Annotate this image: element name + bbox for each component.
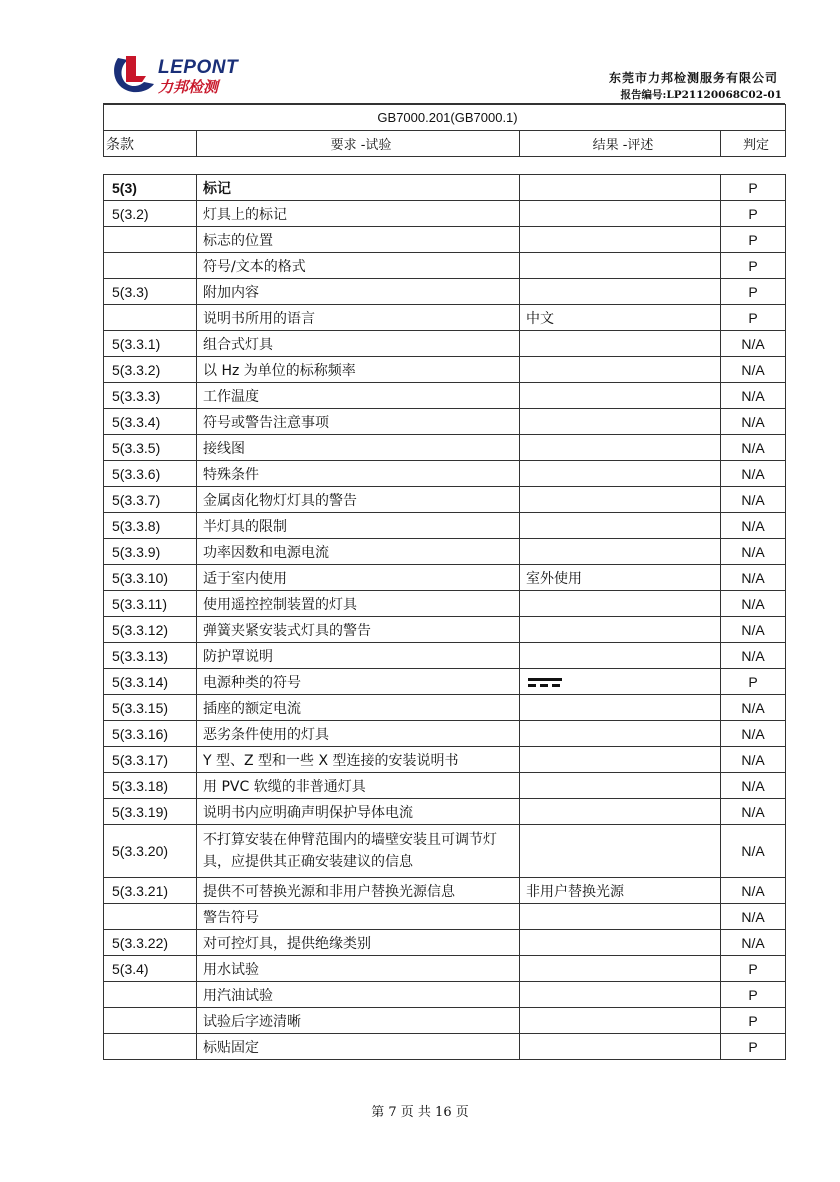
- verdict-cell: N/A: [721, 539, 786, 565]
- requirement-cell: 以 Hz 为单位的标称频率: [197, 357, 520, 383]
- requirement-cell: 不打算安装在伸臂范围内的墙壁安装且可调节灯具，应提供其正确安装建议的信息: [197, 825, 520, 878]
- table-row: [104, 357, 786, 383]
- requirement-cell: 适于室内使用: [197, 565, 520, 591]
- table-row: [104, 1008, 786, 1034]
- result-cell: [520, 825, 721, 878]
- standard-title: GB7000.201(GB7000.1): [104, 105, 786, 131]
- requirement-cell: 功率因数和电源电流: [197, 539, 520, 565]
- clause-cell: [104, 227, 197, 253]
- requirement-cell: 半灯具的限制: [197, 513, 520, 539]
- table-row: [104, 227, 786, 253]
- table-row: [104, 591, 786, 617]
- clause-cell: 5(3.3.2): [104, 357, 197, 383]
- clause-cell: 5(3.2): [104, 201, 197, 227]
- table-row: [104, 331, 786, 357]
- verdict-cell: P: [721, 253, 786, 279]
- result-cell: [520, 175, 721, 201]
- result-cell: 室外使用: [520, 565, 721, 591]
- requirement-cell: 工作温度: [197, 383, 520, 409]
- col-clause-header: 条款: [104, 131, 197, 157]
- verdict-cell: N/A: [721, 487, 786, 513]
- clause-cell: 5(3.3.1): [104, 331, 197, 357]
- result-cell: [520, 747, 721, 773]
- table-row: [104, 305, 786, 331]
- verdict-cell: P: [721, 1034, 786, 1060]
- table-row: [104, 617, 786, 643]
- clause-table: [103, 174, 786, 1060]
- verdict-cell: N/A: [721, 591, 786, 617]
- clause-cell: 5(3.3.22): [104, 930, 197, 956]
- clause-cell: 5(3.3.9): [104, 539, 197, 565]
- requirement-cell: 电源种类的符号: [197, 669, 520, 695]
- requirement-cell: 标记: [197, 175, 520, 201]
- requirement-cell: 使用遥控控制装置的灯具: [197, 591, 520, 617]
- dc-current-symbol-icon: [528, 676, 562, 688]
- verdict-cell: N/A: [721, 357, 786, 383]
- table-row: [104, 565, 786, 591]
- clause-cell: 5(3.4): [104, 956, 197, 982]
- requirement-cell: 警告符号: [197, 904, 520, 930]
- table-row: [104, 513, 786, 539]
- verdict-cell: N/A: [721, 878, 786, 904]
- verdict-cell: P: [721, 305, 786, 331]
- requirement-cell: 提供不可替换光源和非用户替换光源信息: [197, 878, 520, 904]
- requirement-cell: Y 型、Z 型和一些 X 型连接的安装说明书: [197, 747, 520, 773]
- table-row: [104, 175, 786, 201]
- clause-cell: [104, 904, 197, 930]
- table-row: [104, 982, 786, 1008]
- verdict-cell: P: [721, 1008, 786, 1034]
- requirement-cell: 防护罩说明: [197, 643, 520, 669]
- requirement-cell: 说明书内应明确声明保护导体电流: [197, 799, 520, 825]
- col-requirement-header: 要求 -试验: [197, 131, 520, 157]
- verdict-cell: P: [721, 201, 786, 227]
- result-cell: [520, 227, 721, 253]
- table-row: [104, 279, 786, 305]
- result-cell: [520, 461, 721, 487]
- requirement-cell: 恶劣条件使用的灯具: [197, 721, 520, 747]
- result-cell: 中文: [520, 305, 721, 331]
- clause-cell: 5(3.3.20): [104, 825, 197, 878]
- result-cell: [520, 591, 721, 617]
- clause-cell: 5(3.3.8): [104, 513, 197, 539]
- verdict-cell: N/A: [721, 747, 786, 773]
- clause-cell: 5(3.3.14): [104, 669, 197, 695]
- result-cell: [520, 617, 721, 643]
- verdict-cell: N/A: [721, 825, 786, 878]
- requirement-cell: 灯具上的标记: [197, 201, 520, 227]
- clause-cell: [104, 253, 197, 279]
- verdict-cell: N/A: [721, 904, 786, 930]
- clause-cell: 5(3.3): [104, 279, 197, 305]
- logo-subtitle: 力邦检测: [158, 78, 219, 96]
- table-row: [104, 669, 786, 695]
- table-row: [104, 1034, 786, 1060]
- company-name: 东莞市力邦检测服务有限公司: [608, 71, 778, 85]
- clause-cell: 5(3.3.6): [104, 461, 197, 487]
- table-row: [104, 487, 786, 513]
- result-cell: [520, 435, 721, 461]
- table-row: [104, 747, 786, 773]
- verdict-cell: N/A: [721, 409, 786, 435]
- verdict-cell: N/A: [721, 721, 786, 747]
- table-row: [104, 930, 786, 956]
- requirement-cell: 用 PVC 软缆的非普通灯具: [197, 773, 520, 799]
- col-result-header: 结果 -评述: [520, 131, 721, 157]
- verdict-cell: N/A: [721, 930, 786, 956]
- clause-cell: 5(3.3.4): [104, 409, 197, 435]
- result-cell: [520, 201, 721, 227]
- result-cell: [520, 956, 721, 982]
- verdict-cell: P: [721, 175, 786, 201]
- requirement-cell: 金属卤化物灯灯具的警告: [197, 487, 520, 513]
- requirement-cell: 用汽油试验: [197, 982, 520, 1008]
- verdict-cell: N/A: [721, 565, 786, 591]
- requirement-cell: 对可控灯具，提供绝缘类别: [197, 930, 520, 956]
- clause-cell: [104, 1034, 197, 1060]
- result-cell: [520, 982, 721, 1008]
- table-row: [104, 461, 786, 487]
- table-row: [104, 695, 786, 721]
- clause-cell: 5(3.3.13): [104, 643, 197, 669]
- verdict-cell: N/A: [721, 643, 786, 669]
- requirement-cell: 插座的额定电流: [197, 695, 520, 721]
- verdict-cell: P: [721, 982, 786, 1008]
- result-cell: [520, 383, 721, 409]
- requirement-cell: 特殊条件: [197, 461, 520, 487]
- verdict-cell: N/A: [721, 461, 786, 487]
- verdict-cell: P: [721, 669, 786, 695]
- result-cell: [520, 331, 721, 357]
- table-row: [104, 539, 786, 565]
- result-cell: [520, 695, 721, 721]
- result-cell: 非用户替换光源: [520, 878, 721, 904]
- verdict-cell: N/A: [721, 383, 786, 409]
- clause-cell: 5(3.3.18): [104, 773, 197, 799]
- clause-cell: [104, 982, 197, 1008]
- result-cell: [520, 1034, 721, 1060]
- requirement-cell: 组合式灯具: [197, 331, 520, 357]
- clause-cell: 5(3.3.12): [104, 617, 197, 643]
- table-row: [104, 878, 786, 904]
- table-row: [104, 409, 786, 435]
- verdict-cell: N/A: [721, 331, 786, 357]
- result-cell: [520, 930, 721, 956]
- result-cell: [520, 669, 721, 695]
- table-row: [104, 904, 786, 930]
- clause-cell: 5(3.3.15): [104, 695, 197, 721]
- verdict-cell: N/A: [721, 435, 786, 461]
- result-cell: [520, 539, 721, 565]
- result-cell: [520, 799, 721, 825]
- requirement-cell: 试验后字迹清晰: [197, 1008, 520, 1034]
- clause-cell: 5(3.3.3): [104, 383, 197, 409]
- result-cell: [520, 773, 721, 799]
- clause-cell: 5(3.3.5): [104, 435, 197, 461]
- table-row: [104, 435, 786, 461]
- table-row: [104, 773, 786, 799]
- requirement-cell: 接线图: [197, 435, 520, 461]
- verdict-cell: N/A: [721, 617, 786, 643]
- result-cell: [520, 487, 721, 513]
- result-cell: [520, 513, 721, 539]
- verdict-cell: P: [721, 279, 786, 305]
- result-cell: [520, 253, 721, 279]
- clause-cell: 5(3): [104, 175, 197, 201]
- col-verdict-header: 判定: [721, 131, 786, 157]
- standard-header-table: [103, 104, 786, 157]
- logo-mark-icon: [110, 52, 156, 96]
- page-footer: 第 7 页 共 16 页: [371, 1105, 469, 1120]
- clause-cell: 5(3.3.7): [104, 487, 197, 513]
- logo-text: LEPONT: [158, 57, 239, 78]
- table-row: [104, 799, 786, 825]
- verdict-cell: N/A: [721, 773, 786, 799]
- clause-cell: [104, 1008, 197, 1034]
- requirement-cell: 弹簧夹紧安装式灯具的警告: [197, 617, 520, 643]
- table-row: [104, 383, 786, 409]
- clause-cell: 5(3.3.17): [104, 747, 197, 773]
- requirement-cell: 附加内容: [197, 279, 520, 305]
- verdict-cell: N/A: [721, 799, 786, 825]
- verdict-cell: N/A: [721, 695, 786, 721]
- table-row: [104, 956, 786, 982]
- result-cell: [520, 643, 721, 669]
- requirement-cell: 说明书所用的语言: [197, 305, 520, 331]
- result-cell: [520, 279, 721, 305]
- requirement-cell: 符号/文本的格式: [197, 253, 520, 279]
- table-row: [104, 721, 786, 747]
- requirement-cell: 标贴固定: [197, 1034, 520, 1060]
- result-cell: [520, 409, 721, 435]
- requirement-cell: 用水试验: [197, 956, 520, 982]
- requirement-cell: 符号或警告注意事项: [197, 409, 520, 435]
- table-row: [104, 643, 786, 669]
- report-number: 报告编号:LP21120068C02-01: [620, 89, 782, 101]
- verdict-cell: N/A: [721, 513, 786, 539]
- verdict-cell: P: [721, 956, 786, 982]
- clause-cell: [104, 305, 197, 331]
- clause-cell: 5(3.3.19): [104, 799, 197, 825]
- verdict-cell: P: [721, 227, 786, 253]
- requirement-cell: 标志的位置: [197, 227, 520, 253]
- table-row: [104, 253, 786, 279]
- table-row: [104, 825, 786, 878]
- result-cell: [520, 721, 721, 747]
- table-row: [104, 201, 786, 227]
- result-cell: [520, 1008, 721, 1034]
- result-cell: [520, 357, 721, 383]
- clause-cell: 5(3.3.21): [104, 878, 197, 904]
- clause-cell: 5(3.3.16): [104, 721, 197, 747]
- result-cell: [520, 904, 721, 930]
- clause-cell: 5(3.3.10): [104, 565, 197, 591]
- clause-cell: 5(3.3.11): [104, 591, 197, 617]
